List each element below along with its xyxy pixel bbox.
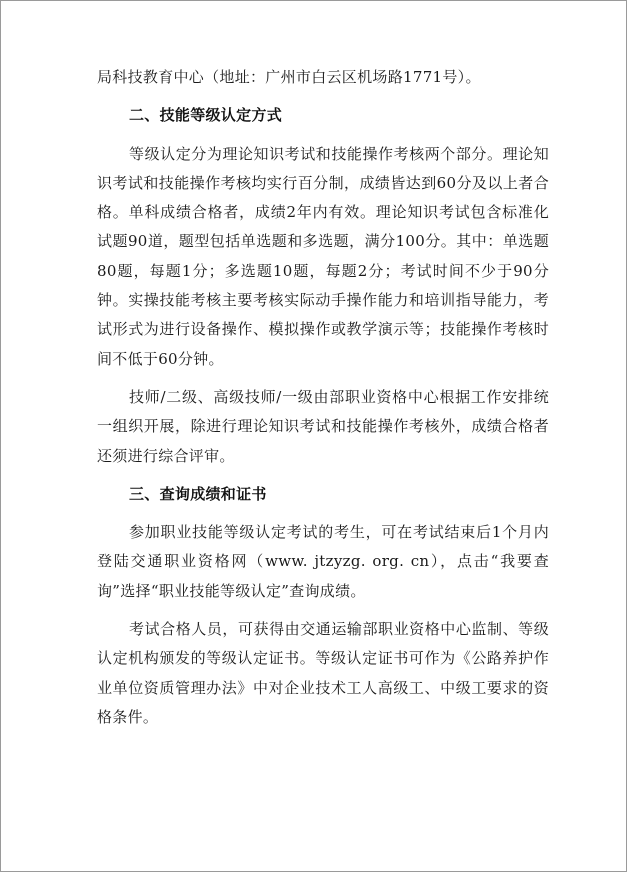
document-body [97,63,549,741]
section-heading-results-certificates: 三、查询成绩和证书 [129,484,267,503]
lead-line: 局科技教育中心（地址：广州市白云区机场路1771号）。 [97,68,481,86]
paragraph-certificate-issuance: 考试合格人员，可获得由交通运输部职业资格中心监制、等级认定机构颁发的等级认定证书。等级认定证书可作为《公路养护作业单位资质管理办法》中对企业技术工人高级工、中级工要求的资格条件。 [97,620,549,726]
paragraph-exam-structure: 等级认定分为理论知识考试和技能操作考核两个部分。理论知识考试和技能操作考核均实行百分制，成绩皆达到60分及以上者合格。单科成绩合格者，成绩2年内有效。理论知识考试包含标准化试题90道，题型包括单选题和多选题，满分100分。其中：单选题80题，每题1分；多选题10题，每题2分；考试时间不少于90分钟。实操技能考核主要考核实际动手操作能力和培训指导能力，考试形式为进行设备操作、模拟操作或教学演示等；技能操作考核时间不低于60分钟。 [97,144,549,368]
section-heading-certification-method: 二、技能等级认定方式 [129,106,283,125]
paragraph-technician-review: 技师/二级、高级技师/一级由部职业资格中心根据工作安排统一组织开展，除进行理论知识考试和技能操作考核外，成绩合格者还须进行综合评审。 [97,387,549,465]
paragraph-score-query: 参加职业技能等级认定考试的考生，可在考试结束后1个月内登陆交通职业资格网（www. jtzyzg. org. cn），点击“我要查询”选择“职业技能等级认定”查询成绩。 [97,523,549,600]
